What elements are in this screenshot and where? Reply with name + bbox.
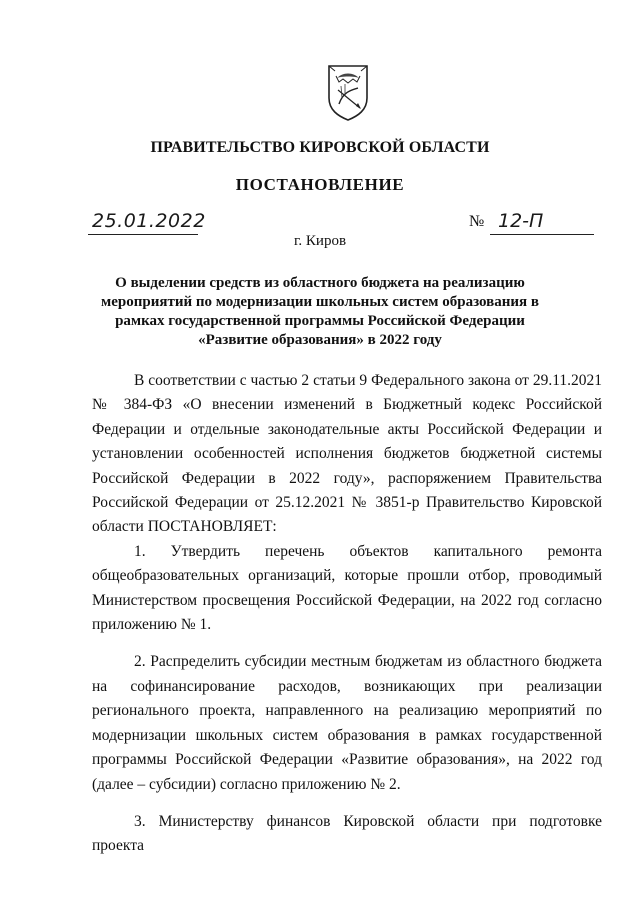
date-field (88, 210, 206, 235)
document-number: 12-П (498, 210, 544, 232)
paragraph-3: 3. Министерству финансов Кировской области при подготовке проекта (92, 812, 602, 855)
document-body (92, 369, 602, 872)
paragraph-preamble: В соответствии с частью 2 статьи 9 Федерального закона от 29.11.2021 № 384-ФЗ «О внесении изменений в Бюджетный кодекс Российской Федерации и отдельные законодательные акты Российской Федерации и установлении особенностей исполнения бюджетов бюджетной системы Российской Федерации в 2022 году», распоряжением Правительства Российской Федерации от 25.12.2021 № 3851-р Правительство Кировской области ПОСТАНОВЛЯЕТ: (92, 372, 602, 536)
city: г. Киров (293, 233, 347, 249)
number-field (490, 210, 594, 235)
paragraph-1: 1. Утвердить перечень объектов капитального ремонта общеобразовательных организаций, которые прошли отбор, проводимый Министерством просвещения Российской Федерации, на 2022 год согласно приложению № 1. (92, 542, 602, 634)
number-label: № (469, 213, 485, 230)
document-date: 25.01.2022 (92, 210, 206, 232)
document-type: ПОСТАНОВЛЕНИЕ (235, 175, 405, 194)
document-title: О выделении средств из областного бюджета на реализацию мероприятий по модернизации школьных систем образования в рамках государственной программы Российской Федерации «Развитие образования» в 2022 году (101, 275, 539, 348)
organization-name: ПРАВИТЕЛЬСТВО КИРОВСКОЙ ОБЛАСТИ (150, 139, 490, 156)
paragraph-2: 2. Распределить субсидии местным бюджетам из областного бюджета на софинансирование расходов, возникающих при реализации регионального проекта, направленного на реализацию мероприятий по модернизации школьных систем образования в рамках государственной программы Российской Федерации «Развитие образования», на 2022 год (далее – субсидии) согласно приложению № 2. (92, 653, 602, 793)
coat-of-arms-icon (325, 62, 371, 122)
